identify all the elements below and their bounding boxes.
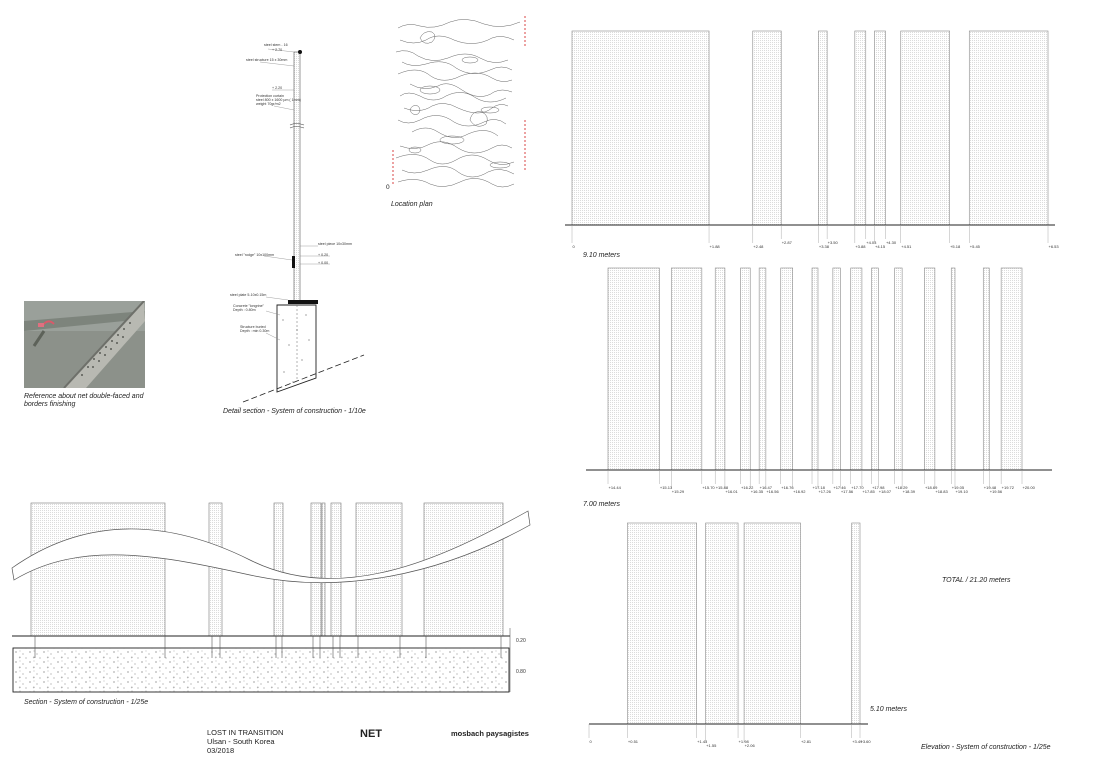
dimension-label: +19.10 bbox=[955, 489, 968, 494]
net-panel bbox=[715, 268, 725, 470]
net-panel bbox=[744, 523, 800, 724]
dimension-label: +3.38 bbox=[818, 244, 830, 249]
dimension-label: +2.81 bbox=[801, 739, 812, 744]
dimension-label: +2.48 bbox=[753, 244, 764, 249]
dimension-label: +17.98 bbox=[872, 485, 885, 490]
dimension-label: +19.05 bbox=[951, 485, 965, 490]
dimension-label: +5.18 bbox=[950, 244, 961, 249]
detail-annotation: + 2.20 bbox=[272, 86, 283, 90]
net-panel bbox=[627, 523, 696, 724]
detail-annotation: steel plate 5-10x0.15m bbox=[230, 293, 267, 297]
dimension-label: +17.85 bbox=[862, 489, 875, 494]
net-panel bbox=[572, 31, 709, 225]
title-place: Ulsan - South Korea bbox=[207, 737, 275, 746]
dimension-label: +19.72 bbox=[1001, 485, 1015, 490]
elevation-total-length: TOTAL / 21.20 meters bbox=[942, 577, 1011, 584]
net-panel bbox=[851, 268, 862, 470]
title-project: LOST IN TRANSITION bbox=[207, 728, 284, 737]
dimension-label: +6.53 bbox=[1048, 244, 1059, 249]
detail-annotation: steel stem - 16 bbox=[264, 43, 288, 47]
dimension-label: +15.29 bbox=[671, 489, 685, 494]
detail-annotation: steel structure 15 x 30mm bbox=[246, 58, 288, 62]
location-plan-caption: Location plan bbox=[391, 201, 433, 208]
net-panel bbox=[895, 268, 902, 470]
dimension-label: +20.00 bbox=[1022, 485, 1035, 490]
dimension-label: +3.50 bbox=[827, 240, 838, 245]
dimension-label: +1.55 bbox=[706, 743, 717, 748]
elevation-drawing bbox=[565, 31, 1059, 748]
net-panel bbox=[983, 268, 989, 470]
net-panel bbox=[901, 31, 950, 225]
detail-annotation: Concrete "longrine" bbox=[233, 304, 264, 308]
dimension-label: +2.87 bbox=[781, 240, 792, 245]
dimension-label: +18.07 bbox=[878, 489, 892, 494]
dimension-label: +14.44 bbox=[608, 485, 621, 490]
dimension-label: +17.70 bbox=[851, 485, 864, 490]
net-panel bbox=[753, 31, 781, 225]
net-panel bbox=[671, 268, 702, 470]
net-panel bbox=[741, 268, 751, 470]
detail-annotation: + 2.70 bbox=[272, 48, 283, 52]
net-panel bbox=[781, 268, 793, 470]
detail-annotation: + 0.20 bbox=[318, 253, 329, 257]
dimension-label: 0 bbox=[572, 244, 575, 249]
detail-annotation: Structure buried bbox=[240, 325, 266, 329]
net-panel bbox=[608, 268, 659, 470]
detail-annotation: + 0.00 bbox=[318, 261, 329, 265]
detail-annotation: weight 70gr/m2 bbox=[256, 102, 281, 106]
dimension-label: +19.48 bbox=[983, 485, 997, 490]
dimension-label: +15.70 bbox=[702, 485, 715, 490]
dimension-label: +4.30 bbox=[885, 240, 897, 245]
section-drawing bbox=[12, 503, 530, 692]
dimension-label: +17.26 bbox=[818, 489, 831, 494]
net-panel bbox=[852, 523, 860, 724]
reference-photo-caption-line2: borders finishing bbox=[24, 401, 76, 408]
location-plan-map bbox=[396, 19, 520, 187]
dimension-label: +0.51 bbox=[627, 739, 639, 744]
dimension-label: +17.56 bbox=[840, 489, 854, 494]
net-panel bbox=[759, 268, 766, 470]
reference-photo bbox=[24, 301, 145, 388]
detail-annotation: Protection curtain bbox=[256, 94, 284, 98]
dimension-label: +4.51 bbox=[901, 244, 912, 249]
dimension-label: +18.39 bbox=[902, 489, 915, 494]
row2-length-label: 7.00 meters bbox=[583, 501, 620, 508]
dimension-label: +17.18 bbox=[812, 485, 825, 490]
net-panel bbox=[969, 31, 1048, 225]
section-level-top: 0.20 bbox=[516, 638, 526, 644]
detail-annotation: steel "rodge" 10x100mm bbox=[235, 253, 275, 257]
location-plan-red-markers bbox=[393, 16, 525, 185]
dimension-label: +15.88 bbox=[715, 485, 729, 490]
dimension-label: +1.88 bbox=[709, 244, 720, 249]
dimension-label: +16.76 bbox=[781, 485, 794, 490]
dimension-label: +18.69 bbox=[924, 485, 938, 490]
net-panel bbox=[951, 268, 955, 470]
stem-cap bbox=[298, 50, 302, 54]
dimension-label: +5.45 bbox=[969, 244, 980, 249]
net-panel bbox=[1001, 268, 1022, 470]
dimension-label: +3.60 bbox=[860, 739, 871, 744]
row1-length-label: 9.10 meters bbox=[583, 252, 620, 259]
net-panel bbox=[706, 523, 738, 724]
dimension-label: +3.88 bbox=[855, 244, 866, 249]
dimension-label: +18.29 bbox=[895, 485, 908, 490]
detail-annotation: Depth : min 0.30m bbox=[240, 329, 270, 333]
section-level-bottom: 0.80 bbox=[516, 669, 526, 675]
row3-length-label: 5.10 meters bbox=[870, 706, 907, 713]
dimension-label: +15.13 bbox=[659, 485, 673, 490]
dimension-label: 0 bbox=[589, 739, 592, 744]
dimension-label: +16.22 bbox=[741, 485, 754, 490]
detail-annotation: steel 800 x 1600 µm ( 1mm) bbox=[256, 98, 301, 102]
title-name: NET bbox=[360, 728, 382, 740]
net-panel bbox=[855, 31, 866, 225]
detail-section-caption: Detail section - System of construction - 1/10e bbox=[223, 408, 366, 415]
location-plan-origin-label: 0 bbox=[386, 184, 390, 191]
dimension-label: +16.35 bbox=[750, 489, 764, 494]
detail-annotation: Depth : 0.80m bbox=[233, 308, 256, 312]
dimension-label: +17.46 bbox=[833, 485, 846, 490]
dimension-label: +4.03 bbox=[866, 240, 877, 245]
net-panel bbox=[924, 268, 934, 470]
title-office: mosbach paysagistes bbox=[451, 729, 529, 738]
dimension-label: +1.43 bbox=[697, 739, 708, 744]
dimension-label: +2.06 bbox=[744, 743, 755, 748]
dimension-label: +3.49 bbox=[852, 739, 863, 744]
net-panel bbox=[875, 31, 886, 225]
dimension-label: +1.98 bbox=[738, 739, 749, 744]
dimension-label: +18.83 bbox=[935, 489, 948, 494]
dimension-label: +16.56 bbox=[766, 489, 779, 494]
detail-annotation: steel piece 10x30mm bbox=[318, 242, 352, 246]
dimension-label: +16.92 bbox=[793, 489, 806, 494]
detail-annotations bbox=[230, 43, 352, 333]
net-photo-illustration bbox=[24, 301, 145, 388]
net-panel bbox=[833, 268, 840, 470]
dimension-label: +16.01 bbox=[725, 489, 738, 494]
dimension-label: +16.47 bbox=[759, 485, 773, 490]
section-caption: Section - System of construction - 1/25e bbox=[24, 699, 149, 706]
elevation-caption: Elevation - System of construction - 1/25e bbox=[921, 744, 1051, 751]
title-date: 03/2018 bbox=[207, 746, 235, 755]
net-panel bbox=[812, 268, 818, 470]
reference-photo-caption-line1: Reference about net double-faced and bbox=[24, 393, 144, 400]
net-panel bbox=[818, 31, 827, 225]
dimension-label: +19.56 bbox=[989, 489, 1003, 494]
net-panel bbox=[872, 268, 879, 470]
dimension-label: +4.15 bbox=[875, 244, 886, 249]
